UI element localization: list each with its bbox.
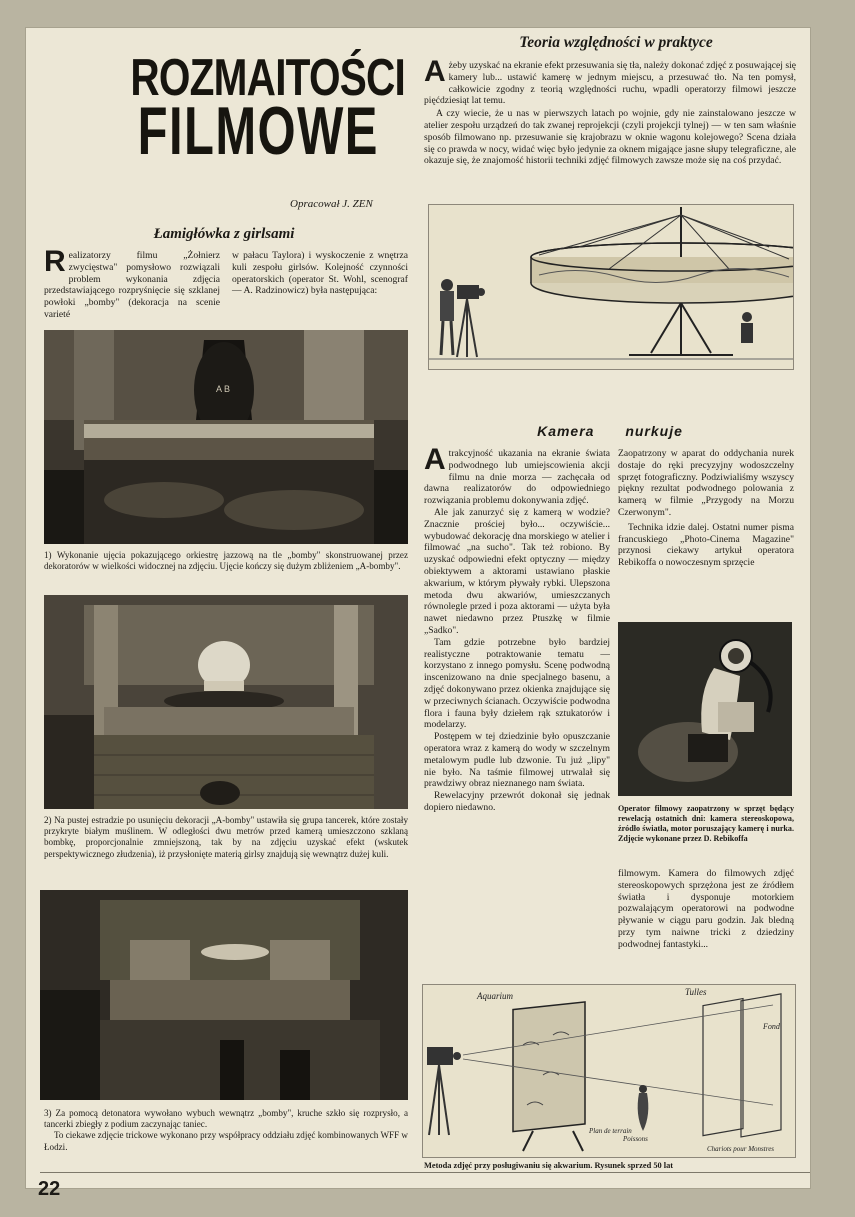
label-fond: Fond <box>763 1022 780 1031</box>
camera-col1: Atrakcyjność ukazania na ekranie świata podwodnego lub umiejscowienia akcji filmu na dnie morza — zachęcała od dawna realizatorów do odpowiedniego rozwiązania problemu dokonywania zdjęć. Ale jak zanurzyć się z kamerą w wodzie? Znacznie prościej było... oczywiście... wybudować dekorację dna morskiego w atelier i filmować „na sucho". Tak też robiono. By uzyskać odpowiedni efekt optyczny — między obiektywem a aktorami ustawiano płaskie akwarium, w którym pływały rybki. Ulepszona metoda dwu akwariów, umieszczanych równolegle przed i poza aktorami — użyta była nawet niedawno przez Ptuszkę w filmie „Sadko". Tam gdzie potrzebne było bardziej realistyczne potraktowanie tematu — korzystano z innego pomysłu. Scenę podwodną inscenizowano na dnie specjalnego basenu, a zdjęć dokonywano przez okienka znajdujące się w przeciwnych ścianach. Oczywiście podwodna flora i fauna były dziełem rąk sztukatorów i modelarzy. Postępem w tej dziedzinie było opuszczanie operatora wraz z kamerą do wody w szczelnym metalowym pudle lub dzwonie. Tu już „lipy" nie było. Na taśmie filmowej utrwalał się prawdziwy obraz nieznanego nam świata. Rewelacyjny przewrót dokonał się jednak dopiero niedawno. <box>424 448 610 813</box>
camera-title: Kamera nurkuje <box>537 423 683 439</box>
theory-title: Teoria względności w praktyce <box>519 34 713 51</box>
girls-col2: w pałacu Taylora) i wyskoczenie z wnętrza kuli zespołu girlsów. Kolejność czynności operatorskich (operator St. Wohl, scenograf — A. Radzinowicz) była następująca: <box>232 250 408 297</box>
byline: Opracował J. ZEN <box>290 198 373 210</box>
label-plan: Plan de terrain <box>589 1127 632 1135</box>
theory-body <box>424 55 797 167</box>
aquarium-diagram <box>422 984 796 1158</box>
svg-text:A B: A B <box>216 384 231 394</box>
label-poissons: Poissons <box>623 1135 648 1143</box>
masthead-line2: FILMOWE <box>137 92 379 169</box>
page-number: 22 <box>38 1178 61 1200</box>
label-aquarium: Aquarium <box>477 991 513 1001</box>
caption-diagram: Metoda zdjęć przy posługiwaniu się akwarium. Rysunek sprzed 50 lat <box>424 1161 674 1170</box>
theory-p2: A czy wiecie, że u nas w pierwszych latach po wojnie, gdy nie zainstalowano jeszcze w atelier zespołu urządzeń do tak zwanej reprojekcji (czyli projekcji tylnej) — w ten sam właśnie sposób filmowano np. przesuwanie się krajobrazu w oknie wagonu kolejowego? Scena działa się co prawda w nocy, widać więc było jedynie za oknem migające jasne słupy telegraficzne, ale okazuje się, że znajomość historii techniki zdjęć filmowych zawsze może się na coś przydać. <box>424 108 796 167</box>
photo-orchestra <box>44 330 408 544</box>
girls-title: Łamigłówka z girlsami <box>153 226 295 242</box>
label-tulles: Tulles <box>685 987 707 997</box>
rotating-set-drawing <box>428 204 794 370</box>
footer-rule <box>40 1172 810 1173</box>
theory-dropcap: A <box>424 55 446 88</box>
caption-diver: Operator filmowy zaopatrzony w sprzęt będący rewelacją ostatnich dni: kamera stereoskopowa, źródło światła, motor poruszający kamerę i nurka. Zdjęcie wykonane przez D. Rebikoffa <box>618 804 794 843</box>
girls-col1: Realizatorzy filmu „Żołnierz zwycięstwa" pomysłowo rozwiązali problem wykonania zdjęcia przedstawiającego rozpryśnięcie się szklanej powłoki „bomby" (dekoracja na scenie varieté <box>44 245 220 320</box>
photo-empty-stage <box>44 595 408 809</box>
photo-diver <box>618 622 792 796</box>
caption-photo-1: 1) Wykonanie ujęcia pokazującego orkiestrę jazzową na tle „bomby" skonstruowanej przez dekoratorów w wielkości widocznej na zdjęciu. Ujęcie kończy się dużym zbliżeniem „A-bomby". <box>44 550 408 572</box>
label-chariots: Chariots pour Monstres <box>707 1145 775 1153</box>
photo-explosion <box>40 890 408 1100</box>
girls-dropcap: R <box>44 245 66 278</box>
camera-dropcap: A <box>424 448 446 476</box>
caption-photo-2: 2) Na pustej estradzie po usunięciu dekoracji „A-bomby" ustawiła się grupa tancerek, które zostały przykryte białym muślinem. W odległości dwu metrów przed kamerą umieszczono szklaną bombkę, proporcjonalnie zmniejszoną, tak by na zdjęciu uzyskać efekt (wskutek perspektywicznego złudzenia), iż przysłonięte materią girlsy znajdują się wewnątrz dużej kuli. <box>44 815 408 859</box>
masthead <box>104 49 405 196</box>
camera-col2: Zaopatrzony w aparat do oddychania nurek dostaje do ręki precyzyjny wodoszczelny sprzęt fotograficzny. Podziwialiśmy wszyscy piękny rezultat podwodnego polowania z kamerą w filmie „Przygody na Morzu Czerwonym". Technika idzie dalej. Ostatni numer pisma francuskiego „Photo-Cinema Magazine" przynosi ciekawy artykuł operatora Rebikoffa o nowoczesnym sprzęcie <box>618 448 794 569</box>
caption-photo-3: 3) Za pomocą detonatora wywołano wybuch wewnątrz „bomby", kruche szkło się rozprysło, a tancerki zbiegły z podium zaczynając taniec. To ciekawe zdjęcie trickowe wykonano przy współpracy oddziału zdjęć kombinowanych WFF w Łodzi. <box>44 1108 408 1152</box>
theory-p1: żeby uzyskać na ekranie efekt przesuwania się tła, należy dokonać zdjęć z posuwającej się kamery lub... ustawić kamerę w jednym miejscu, a przesuwać tło. Na ten pomysł, całkowicie zgodny z teorią względności ruchu, wpadli operatorzy filmowi jeszcze pięćdziesiąt lat temu. <box>424 60 797 107</box>
masthead-line1: ROZMAITOŚCI <box>130 49 405 107</box>
camera-col2-end: filmowym. Kamera do filmowych zdjęć stereoskopowych sprzężona jest ze źródłem światła i dysponuje motorkiem pozwalającym operatorowi na podwodne pływanie w ciągu paru godzin. Jak bledną przy tym naiwne tricki z dziedziny podwodnej fantastyki... <box>618 868 794 950</box>
